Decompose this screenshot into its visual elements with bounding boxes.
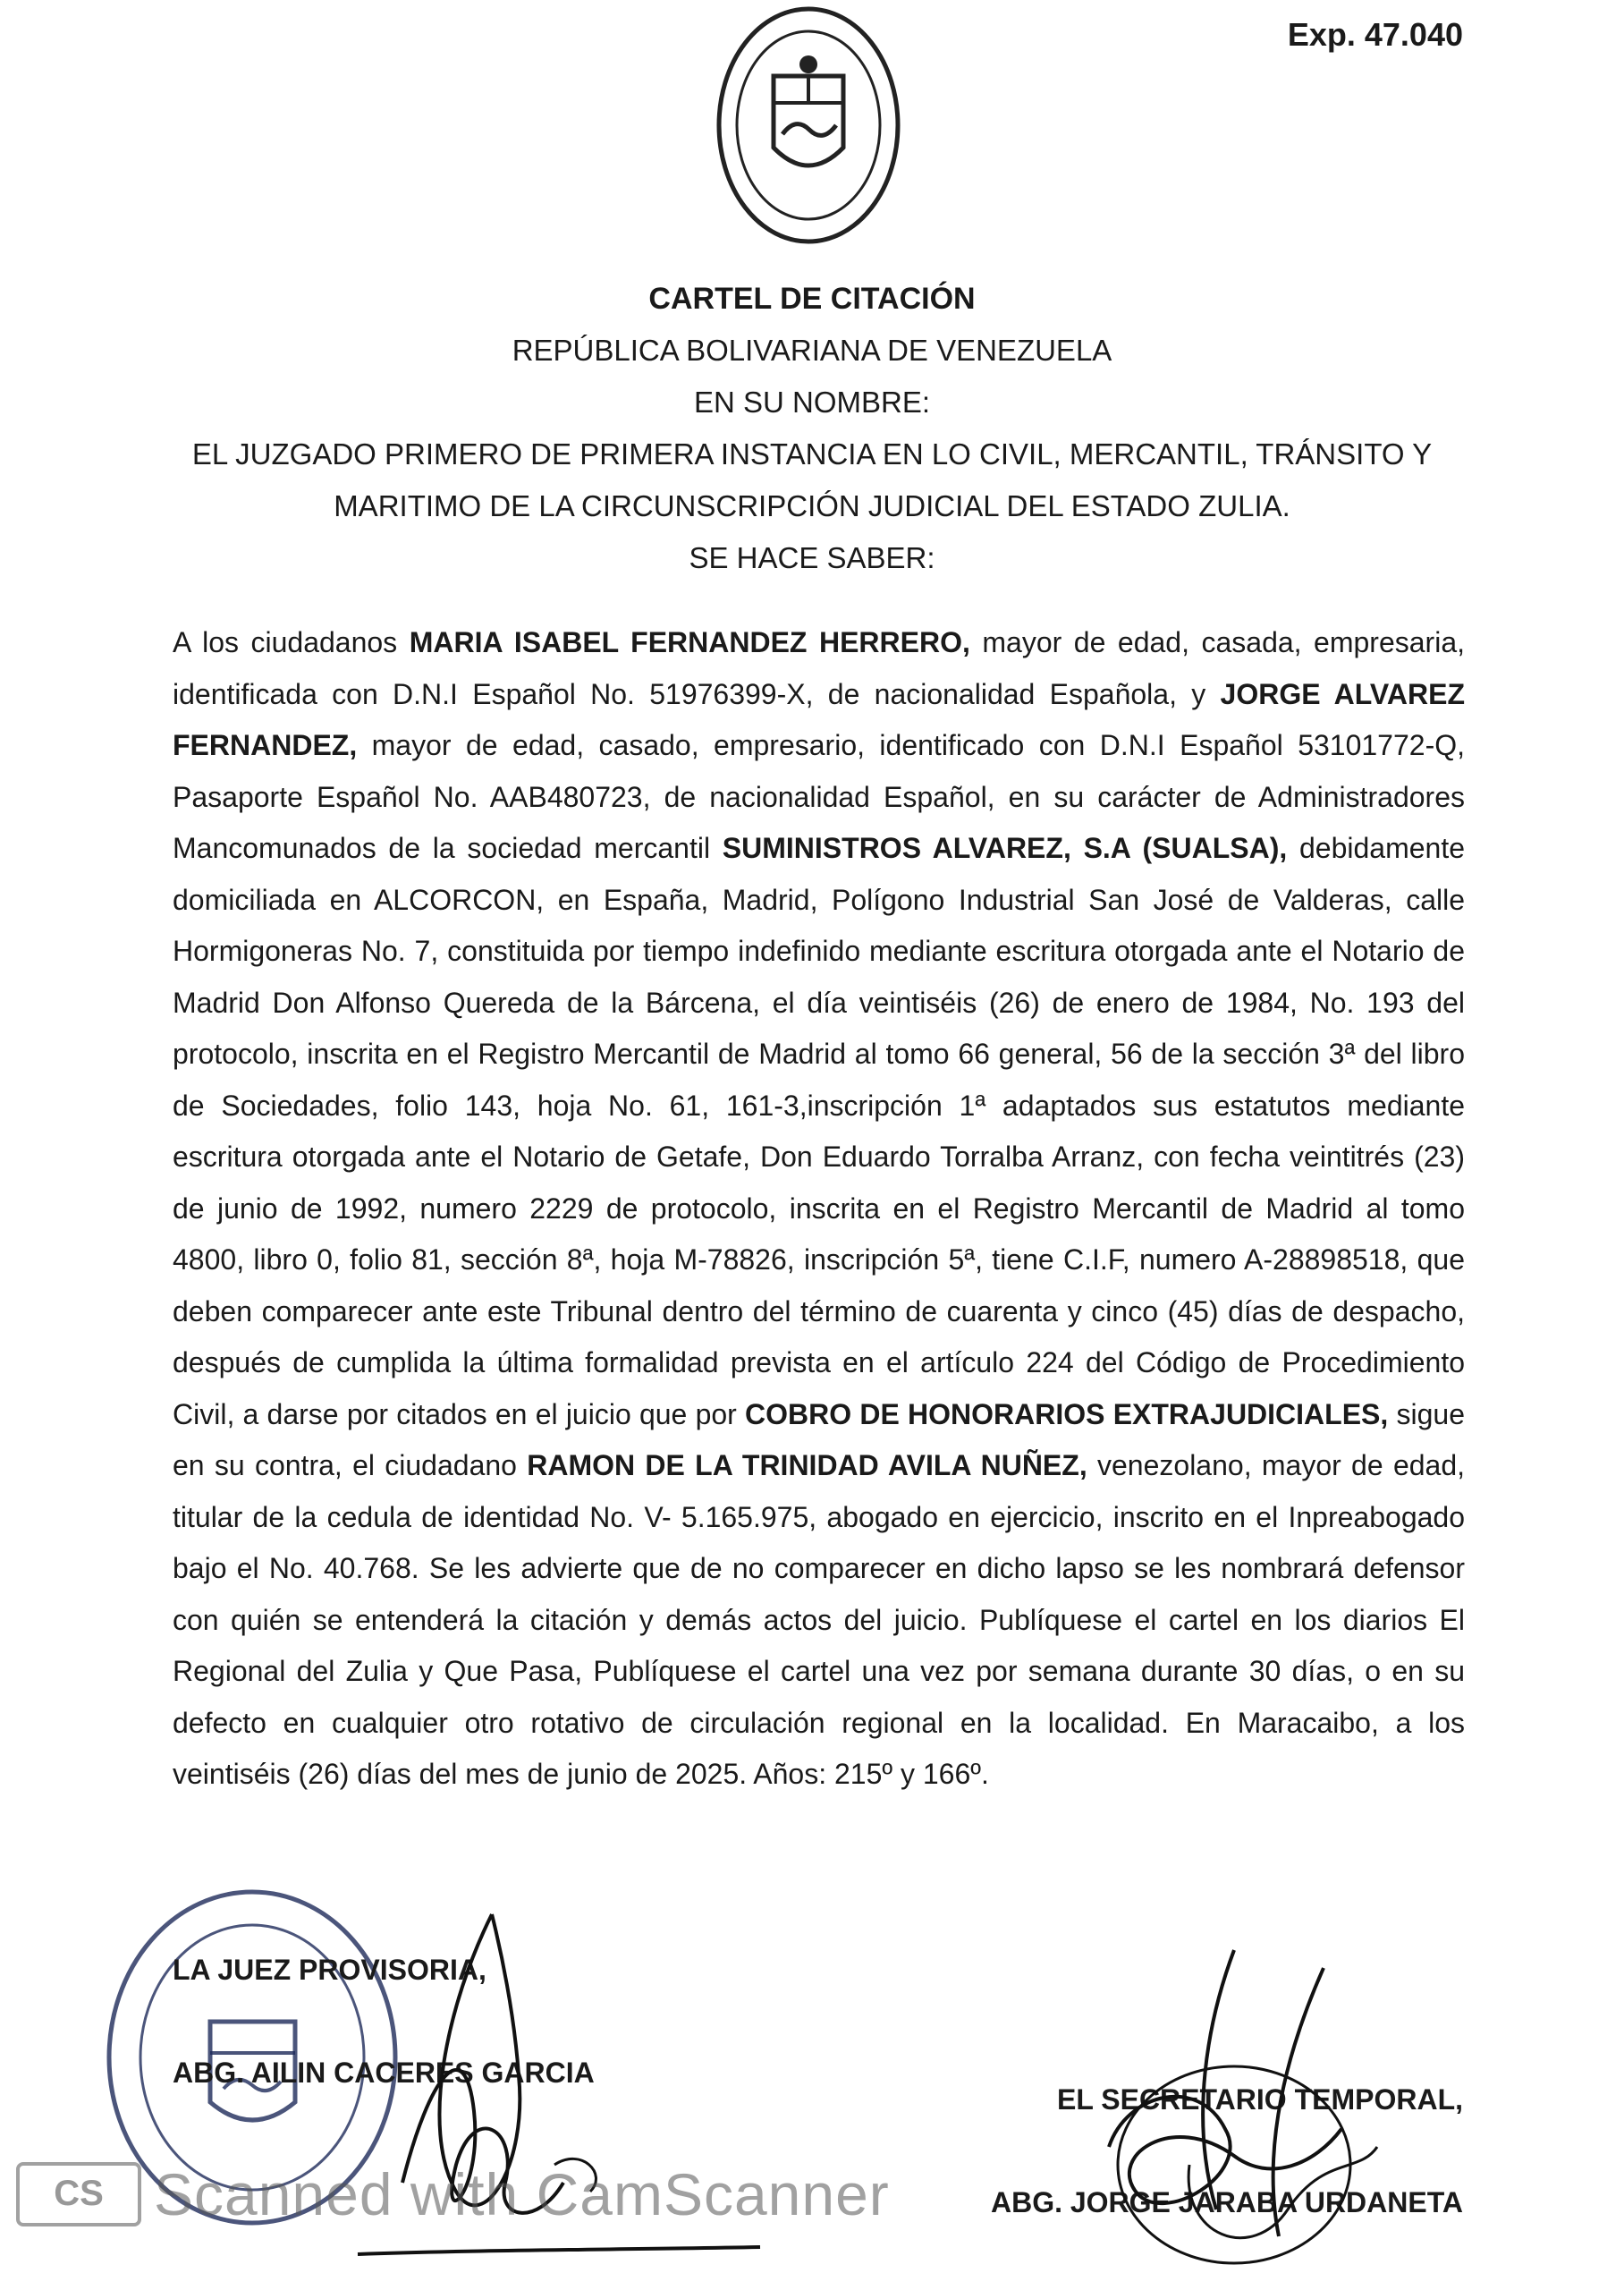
- bold-name-segment: JORGE ALVAREZ FERNANDEZ,: [173, 677, 1465, 761]
- expediente-number: Exp. 47.040: [1287, 16, 1463, 53]
- camscanner-watermark: [16, 2160, 890, 2227]
- camscanner-logo-icon: CS: [16, 2162, 141, 2226]
- header-line: MARITIMO DE LA CIRCUNSCRIPCIÓN JUDICIAL DEL ESTADO ZULIA.: [334, 489, 1290, 522]
- text-segment: venezolano, mayor de edad, titular de la cedula de identidad No. V- 5.165.975, abogado en ejercicio, inscrito en el Inpreabogado bajo el No. 40.768. Se les advierte que de no comparecer en dicho lapso se les nombrará defensor con quién se entenderá la citación y demás actos del juicio. Publíquese el cartel en los diarios El Regional del Zulia y Que Pasa, Publíquese el cartel una vez por semana durante 30 días, o en su defecto en cualquier otro rotativo de circulación regional en la localidad. En Maracaibo, a los veintiséis (26) días del mes de junio de 2025. Años: 215º y 166º.: [173, 1449, 1466, 1790]
- text-segment: mayor de edad, casado, empresario, identificado con D.N.I Español 53101772-Q, Pasaporte Español No. AAB480723, de nacionalidad Español, en su carácter de Administradores Mancomunados de la sociedad mercantil: [173, 729, 1465, 864]
- judge-name: ABG. AILIN CACERES GARCIA: [173, 2057, 595, 2089]
- bold-name-segment: COBRO DE HONORARIOS EXTRAJUDICIALES,: [745, 1397, 1389, 1430]
- header-line: REPÚBLICA BOLIVARIANA DE VENEZUELA: [512, 334, 1112, 367]
- bold-name-segment: MARIA ISABEL FERNANDEZ HERRERO,: [409, 626, 970, 658]
- secretary-handwritten-signature-icon: [1055, 1941, 1431, 2281]
- citation-body-paragraph: [173, 617, 1465, 1801]
- header-line: EN SU NOMBRE:: [693, 386, 931, 419]
- judge-title: LA JUEZ PROVISORIA,: [173, 1954, 486, 1986]
- camscanner-text: Scanned with CamScanner: [154, 2160, 890, 2227]
- document-title: CARTEL DE CITACIÓN: [648, 282, 976, 316]
- document-header: [134, 273, 1490, 584]
- tribunal-seal-icon: [711, 0, 906, 250]
- header-line: SE HACE SABER:: [689, 541, 935, 574]
- text-segment: mayor de edad, casada, empresaria, identificada con D.N.I Español No. 51976399-X, de nacionalidad Española, y: [173, 626, 1466, 710]
- secretary-name: ABG. JORGE JARABA URDANETA: [990, 2186, 1463, 2218]
- text-segment: A los ciudadanos: [173, 626, 410, 658]
- bold-name-segment: SUMINISTROS ALVAREZ, S.A (SUALSA),: [722, 832, 1288, 864]
- secretary-title: EL SECRETARIO TEMPORAL,: [1057, 2083, 1463, 2116]
- bold-name-segment: RAMON DE LA TRINIDAD AVILA NUÑEZ,: [527, 1449, 1087, 1481]
- text-segment: sigue en su contra, el ciudadano: [173, 1397, 1466, 1481]
- text-segment: debidamente domiciliada en ALCORCON, en España, Madrid, Polígono Industrial San José de Valderas, calle Hormigoneras No. 7, constituida por tiempo indefinido mediante escritura otorgada ante el Notario de Madrid Don Alfonso Quereda de la Bárcena, el día veintiséis (26) de enero de 1984, No. 193 del protocolo, inscrita en el Registro Mercantil de Madrid al tomo 66 general, 56 de la sección 3ª del libro de Sociedades, folio 143, hoja No. 61, 161-3,inscripción 1ª adaptados sus estatutos mediante escritura otorgada ante el Notario de Getafe, Don Eduardo Torralba Arranz, con fecha veintitrés (23) de junio de 1992, numero 2229 de protocolo, inscrita en el Registro Mercantil de Madrid al tomo 4800, libro 0, folio 81, sección 8ª, hoja M-78826, inscripción 5ª, tiene C.I.F, numero A-28898518, que deben comparecer ante este Tribunal dentro del término de cuarenta y cinco (45) días de despacho, después de cumplida la última formalidad prevista en el artículo 224 del Código de Procedimiento Civil, a darse por citados en el juicio que por: [173, 832, 1466, 1430]
- header-line: EL JUZGADO PRIMERO DE PRIMERA INSTANCIA EN LO CIVIL, MERCANTIL, TRÁNSITO Y: [191, 437, 1433, 471]
